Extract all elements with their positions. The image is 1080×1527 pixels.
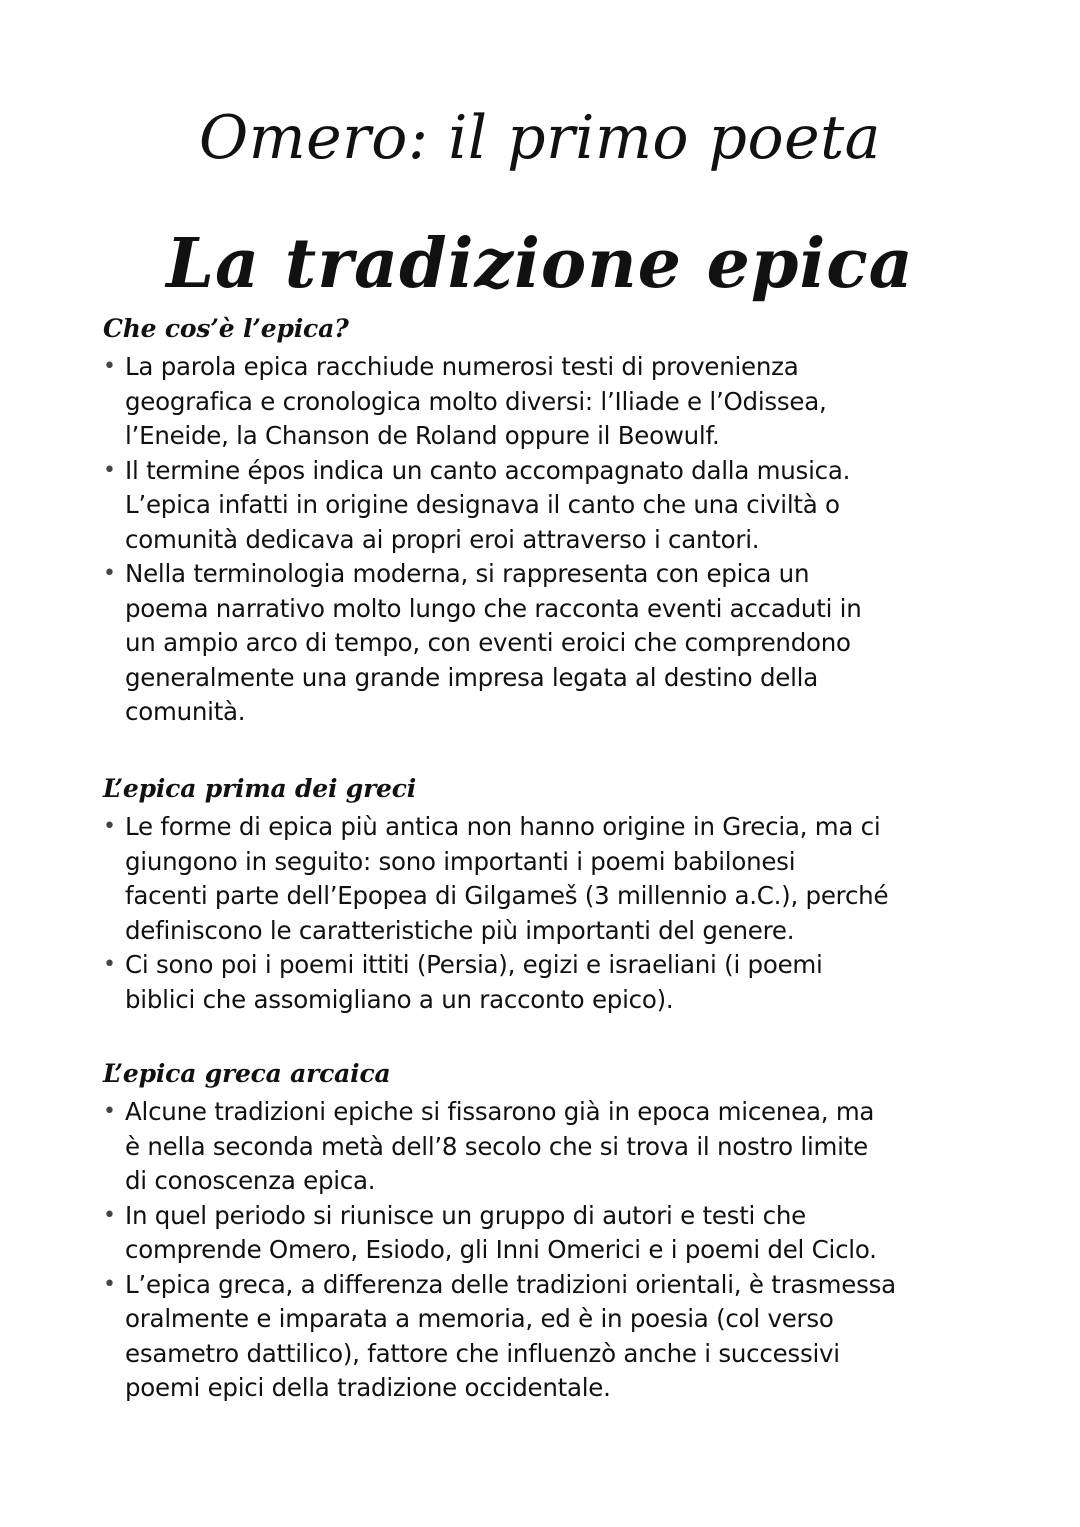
list-item [103,454,1003,558]
section-epica-greca-arcaica [103,1055,1003,1406]
page-title: Omero: il primo poeta [199,103,881,173]
list-item-text: La parola epica racchiude numerosi testi di provenienza geografica e cronologica molto diversi: l’Iliade e l’Odissea, l’Eneide, la Chanson de Roland oppure il Beowulf. [125,352,827,450]
list-item-text: L’epica greca, a differenza delle tradizioni orientali, è trasmessa oralmente e imparata a memoria, ed è in poesia (col verso esametro dattilico), fattore che influenzò anche i successivi poemi epici della tradizione occidentale. [125,1269,896,1402]
bullet-list [103,810,1003,1017]
list-item-text: Le forme di epica più antica non hanno origine in Grecia, ma ci giungono in seguito: sono importanti i poemi babilonesi facenti parte dell’Epopea di Gilgameš (3 millennio a.C.), perché definiscono le caratteristiche più importanti del genere. [125,812,889,945]
list-item [103,948,1003,1017]
section-epica-prima-dei-greci [103,770,1003,1017]
bullet-list [103,350,1003,730]
list-item-text: Alcune tradizioni epiche si fissarono già in epoca micenea, ma è nella seconda metà dell’8 secolo che si trova il nostro limite di conoscenza epica. [125,1097,875,1195]
bullet-icon: • [103,814,116,839]
list-item-text: Il termine épos indica un canto accompagnato dalla musica. L’epica infatti in origine designava il canto che una civiltà o comunità dedicava ai propri eroi attraverso i cantori. [125,455,851,554]
section-heading: L’epica greca arcaica [103,1059,391,1088]
section-heading: L’epica prima dei greci [103,774,417,803]
list-item [103,1268,1003,1406]
list-item [103,1095,1003,1199]
bullet-icon: • [103,457,116,483]
list-item [103,350,1003,454]
bullet-icon: • [103,561,116,586]
list-item-text: Nella terminologia moderna, si rappresenta con epica un poema narrativo molto lungo che racconta eventi accaduti in un ampio arco di tempo, con eventi eroici che comprendono generalmente una grande impresa legata al destino della comunità. [125,559,862,726]
bullet-icon: • [103,354,116,379]
list-item [103,557,1003,730]
section-heading: Che cos’è l’epica? [103,314,349,343]
section-che-cos-e-epica [103,310,1003,730]
list-item [103,1199,1003,1268]
bullet-icon: • [103,1271,116,1297]
list-item-text: In quel periodo si riunisce un gruppo di autori e testi che comprende Omero, Esiodo, gli Inni Omerici e i poemi del Ciclo. [125,1200,877,1264]
list-item-text: Ci sono poi i poemi ittiti (Persia), egizi e israeliani (i poemi biblici che assomigliano a un racconto epico). [125,950,823,1014]
bullet-icon: • [103,1202,116,1228]
bullet-list [103,1095,1003,1406]
list-item [103,810,1003,948]
bullet-icon: • [103,952,116,977]
bullet-icon: • [103,1099,116,1124]
page-subtitle: La tradizione epica [166,224,914,304]
